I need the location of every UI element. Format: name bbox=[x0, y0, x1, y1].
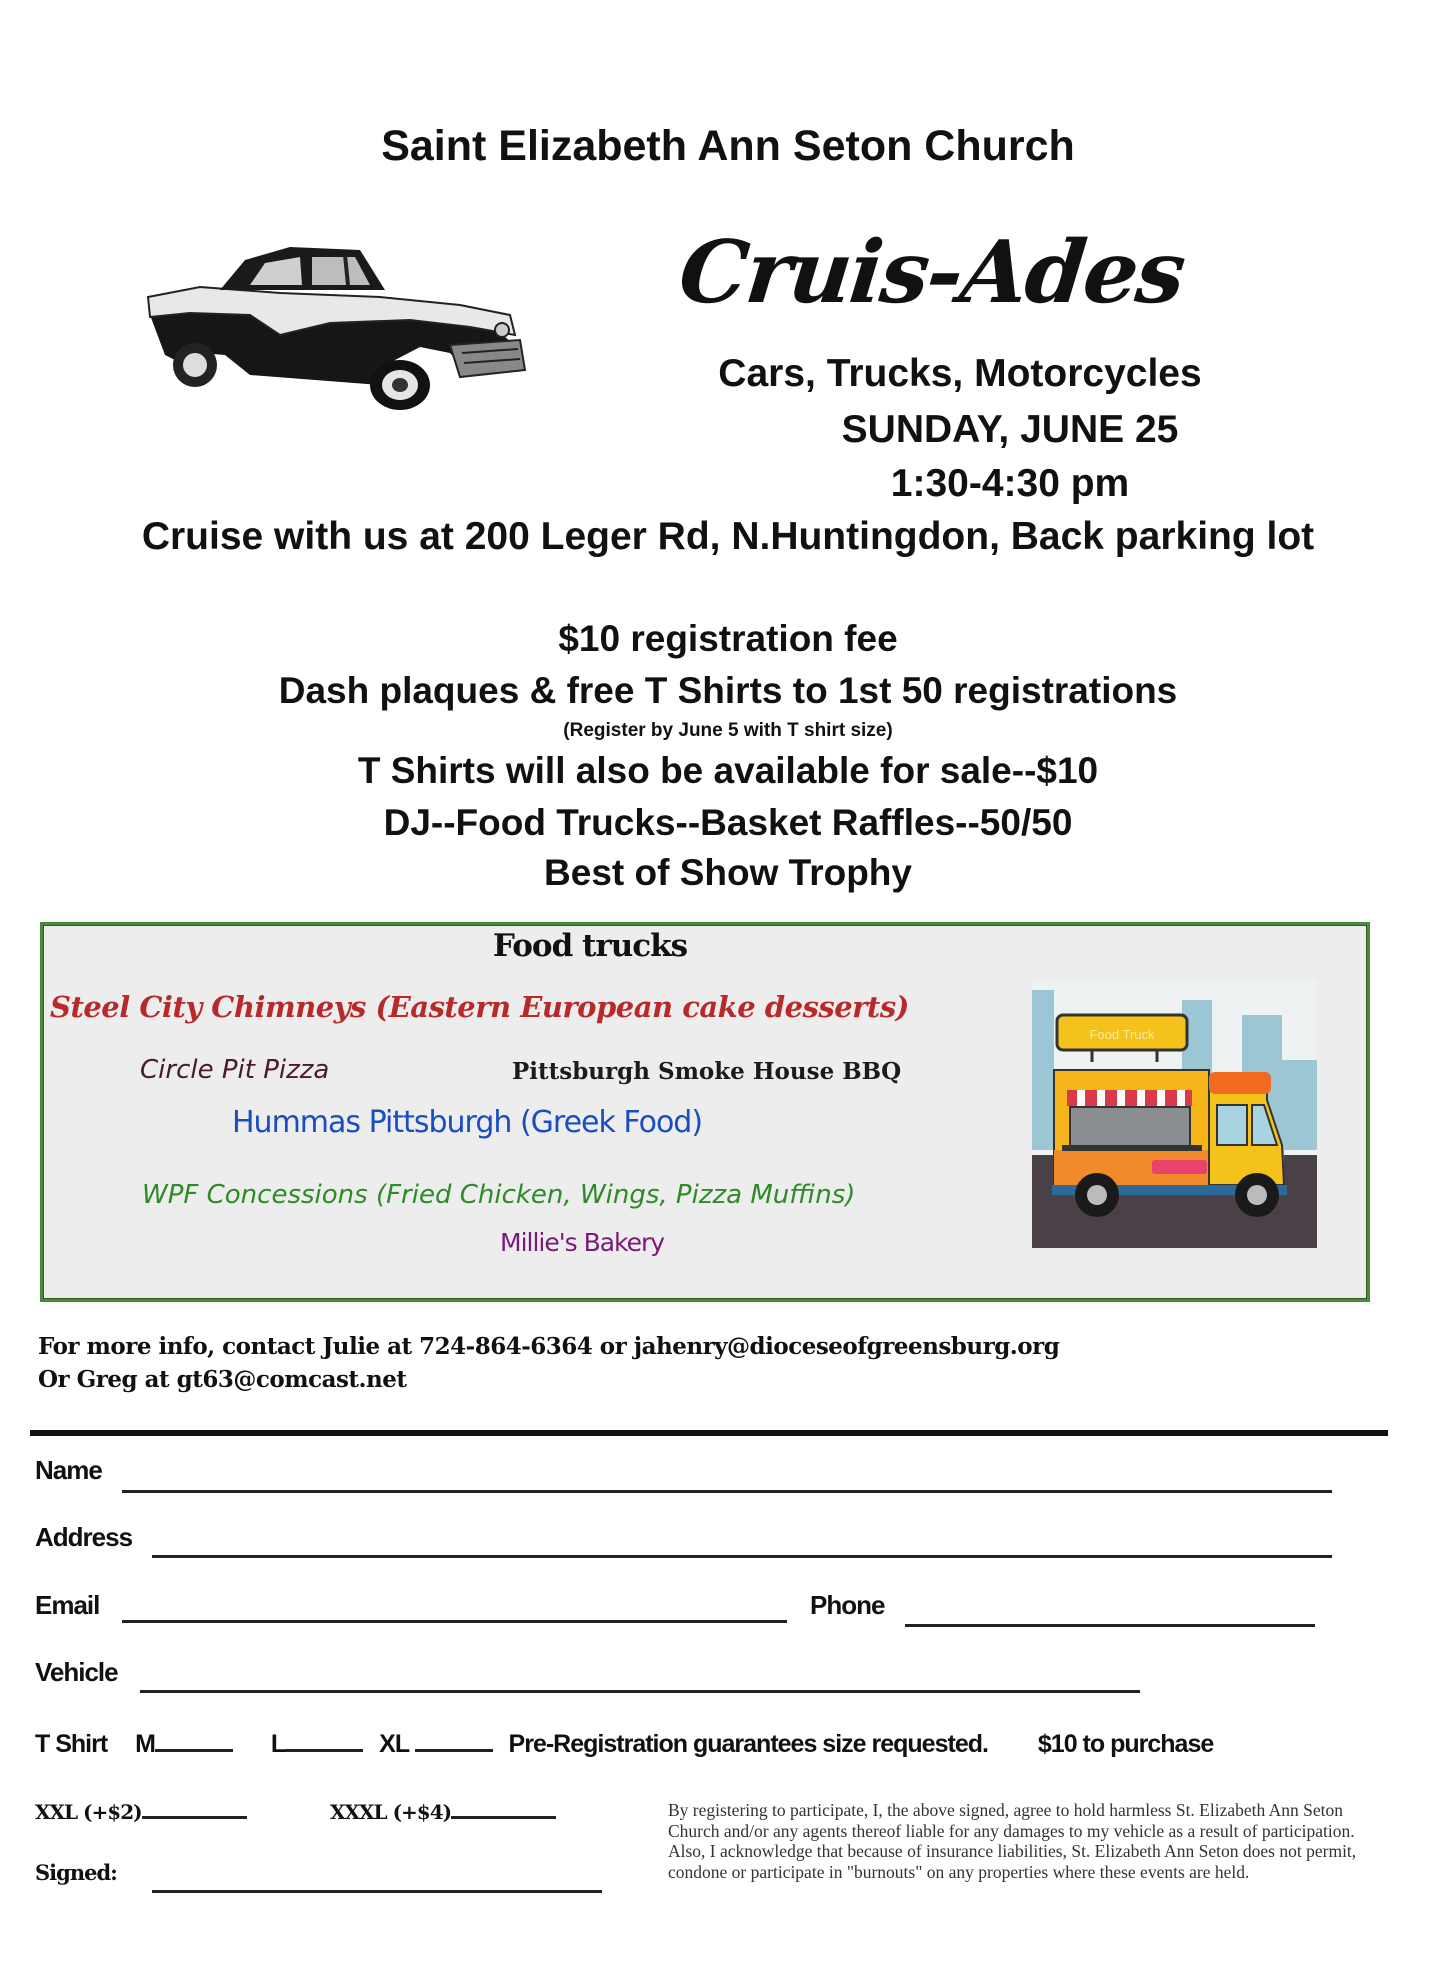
food-truck-item: Circle Pit Pizza bbox=[140, 1055, 330, 1085]
food-truck-item: Hummas Pittsburgh (Greek Food) bbox=[232, 1105, 703, 1140]
food-truck-item: Millie's Bakery bbox=[500, 1228, 665, 1257]
email-field[interactable] bbox=[122, 1620, 787, 1623]
liability-disclaimer: By registering to participate, I, the above signed, agree to hold harmless St. Elizabeth Ann Seton Church and/or any agents thereof liable for any damages to my vehicle as a result of participation. Also, I acknowledge that because of insurance liabilities, St. Elizabeth Ann Seton does not permit, condone or participate in "burnouts" on any properties where these events are held. bbox=[668, 1800, 1357, 1882]
size-xxl-row bbox=[35, 1800, 247, 1824]
section-divider bbox=[30, 1430, 1388, 1436]
church-title: Saint Elizabeth Ann Seton Church bbox=[381, 122, 1075, 170]
phone-label: Phone bbox=[810, 1590, 885, 1620]
size-xl-field[interactable] bbox=[415, 1731, 493, 1752]
tshirt-label: T Shirt bbox=[35, 1730, 108, 1758]
address-field[interactable] bbox=[152, 1555, 1332, 1558]
prereg-note: Pre-Registration guarantees size requested. bbox=[508, 1730, 988, 1758]
classic-car-image bbox=[130, 235, 530, 410]
registration-fee: $10 registration fee bbox=[558, 618, 898, 659]
food-trucks-heading: Food trucks bbox=[492, 928, 688, 964]
phone-field[interactable] bbox=[905, 1624, 1315, 1627]
event-title: Cruis-Ades bbox=[674, 222, 1189, 323]
purchase-note: $10 to purchase bbox=[1037, 1730, 1214, 1758]
food-truck-image bbox=[1032, 980, 1317, 1248]
size-xxxl-field[interactable] bbox=[451, 1802, 556, 1819]
event-location: Cruise with us at 200 Leger Rd, N.Huntingdon, Back parking lot bbox=[141, 515, 1315, 558]
tshirt-size-row bbox=[35, 1730, 1213, 1759]
address-label: Address bbox=[35, 1522, 133, 1552]
size-m-field[interactable] bbox=[155, 1731, 233, 1752]
activities-list: DJ--Food Trucks--Basket Raffles--50/50 bbox=[383, 802, 1073, 843]
food-truck-item: Steel City Chimneys (Eastern European cake desserts) bbox=[50, 990, 909, 1024]
contact-julie: For more info, contact Julie at 724-864-6364 or jahenry@dioceseofgreensburg.org bbox=[38, 1333, 1060, 1360]
vehicle-label: Vehicle bbox=[35, 1657, 118, 1687]
event-time: 1:30-4:30 pm bbox=[890, 462, 1130, 505]
food-truck-item: WPF Concessions (Fried Chicken, Wings, Pizza Muffins) bbox=[142, 1180, 856, 1210]
truck-sign-text: Food Truck bbox=[1089, 1027, 1155, 1042]
size-xxxl-row bbox=[330, 1800, 556, 1824]
vehicle-types: Cars, Trucks, Motorcycles bbox=[718, 352, 1202, 395]
contact-greg: Or Greg at gt63@comcast.net bbox=[38, 1366, 407, 1393]
name-field[interactable] bbox=[122, 1490, 1332, 1493]
vehicle-field[interactable] bbox=[140, 1690, 1140, 1693]
register-deadline-note: (Register by June 5 with T shirt size) bbox=[563, 720, 893, 741]
email-label: Email bbox=[35, 1590, 100, 1620]
size-l-label: L bbox=[270, 1730, 286, 1758]
signature-field[interactable] bbox=[152, 1890, 602, 1893]
size-xxxl-label: XXXL (+$4) bbox=[330, 1800, 452, 1824]
size-l-field[interactable] bbox=[285, 1731, 363, 1752]
name-label: Name bbox=[35, 1455, 102, 1485]
trophy-note: Best of Show Trophy bbox=[544, 852, 912, 893]
dash-plaques-note: Dash plaques & free T Shirts to 1st 50 registrations bbox=[278, 670, 1178, 711]
event-date: SUNDAY, JUNE 25 bbox=[841, 408, 1179, 451]
size-xxl-field[interactable] bbox=[142, 1802, 247, 1819]
signed-label: Signed: bbox=[35, 1860, 117, 1885]
size-m-label: M bbox=[135, 1730, 155, 1758]
food-truck-item: Pittsburgh Smoke House BBQ bbox=[512, 1058, 902, 1085]
tshirt-sale-note: T Shirts will also be available for sale--$10 bbox=[357, 750, 1099, 791]
size-xxl-label: XXL (+$2) bbox=[35, 1800, 142, 1824]
size-xl-label: XL bbox=[379, 1730, 409, 1758]
